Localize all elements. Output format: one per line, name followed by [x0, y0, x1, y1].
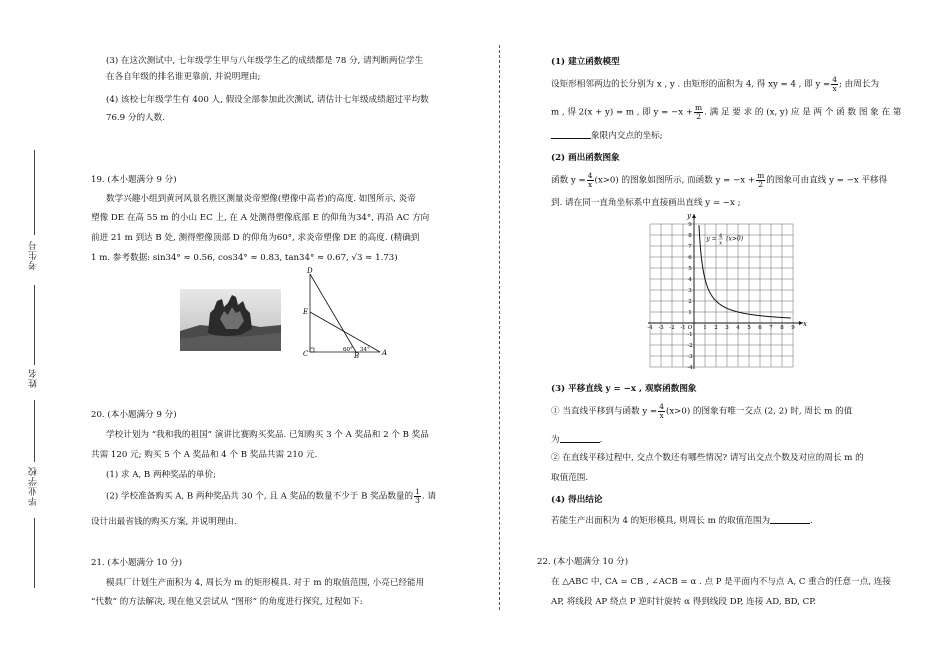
x-tick-label: -1: [680, 325, 686, 331]
name-label: 姓名: [29, 368, 39, 388]
x-axis-label: x: [803, 320, 807, 328]
origin-label: O: [687, 325, 693, 331]
curve-label-num: 4: [718, 233, 723, 240]
x-tick-label: -4: [647, 325, 653, 331]
q20-part2-cont: 设计出最省钱的购买方案, 并说明理由.: [91, 517, 237, 527]
y-tick-label: -3: [687, 354, 693, 360]
answer-blank-m-range[interactable]: [770, 514, 810, 524]
y-tick-label: -2: [687, 343, 693, 349]
q22-heading: 22. (本小题满分 10 分): [537, 557, 629, 567]
q22-line2: AP, 将线段 AP 绕点 P 逆时针旋转 α 得到线段 DP, 连接 AD, BD, CP.: [551, 597, 816, 607]
exam-id-label: 考生号: [29, 240, 39, 270]
answer-blank-m-value[interactable]: [560, 433, 600, 443]
school-line-2: [34, 518, 35, 588]
elevation-diagram: [300, 266, 395, 358]
q20-heading: 20. (本小题满分 9 分): [91, 410, 177, 420]
fraction-one-third: $\frac{1}{3}$: [415, 487, 420, 505]
q21-line1: 模具厂计划生产面积为 4, 周长为 m 的矩形模具. 对于 m 的取值范围, 小亮已经能用: [106, 578, 425, 588]
y-tick-label: 4: [688, 277, 692, 283]
curve-label-prefix: y =: [706, 235, 717, 243]
q18-part4-cont: 76.9 分的人数.: [106, 113, 165, 123]
step4-line1: 若能生产出面积为 4 的矩形模具, 则周长 m 的取值范围为 .: [551, 516, 813, 526]
exam-id-line: [34, 150, 35, 235]
q19-line1: 数学兴趣小组到黄河风景名胜区测量炎帝塑像(塑像中高者)的高度. 如图所示, 炎帝: [106, 194, 416, 204]
step2-line2: 到. 请在同一直角坐标系中直接画出直线 y = −x ;: [551, 198, 741, 208]
x-tick-label: -3: [658, 325, 664, 331]
school-line: [34, 400, 35, 462]
label-D: D: [307, 267, 313, 275]
x-tick-label: 5: [747, 325, 751, 331]
curve-label-domain: (x>0): [726, 235, 744, 243]
q19-line4: 1 m. 参考数据: sin34° ≈ 0.56, cos34° ≈ 0.83, tan34° ≈ 0.67, √3 ≈ 1.73): [91, 253, 398, 263]
step1-line1: 设矩形相邻两边的长分别为 x , y . 由矩形的面积为 4, 得 xy = 4 , 即 y = $\frac{4}{x}$ ; 由周长为: [551, 75, 880, 93]
q20-line1: 学校计划为 “我和我的祖国” 演讲比赛购买奖品. 已知购买 3 个 A 奖品和 2 个 B 奖品: [106, 430, 429, 440]
y-tick-label: 9: [688, 222, 692, 228]
x-tick-label: 2: [714, 325, 718, 331]
label-B: B: [354, 352, 360, 358]
q20-part1: (1) 求 A, B 两种奖品的单价;: [106, 470, 216, 480]
step2-line1: 函数 y = $\frac{4}{x}$ (x>0) 的图象如图所示, 而函数 y = −x + $\frac{m}{2}$ 的图象可由直线 y = −x 平移得: [551, 171, 888, 189]
curve-label-den: x: [719, 240, 723, 247]
binding-margin: [0, 0, 60, 671]
label-E: E: [303, 308, 309, 316]
q21-line2: “代数” 的方法解决, 现在他又尝试从 “图形” 的角度进行探究, 过程如下:: [91, 597, 363, 607]
y-tick-label: 2: [688, 299, 692, 305]
q18-part4: (4) 该校七年级学生有 400 人, 假设全部参加此次测试, 请估计七年级成绩超过平均数: [106, 95, 429, 105]
y-tick-label: 7: [688, 244, 692, 250]
y-tick-label: 3: [688, 288, 692, 294]
x-tick-label: 3: [725, 325, 729, 331]
school-label: 毕业学校: [29, 466, 39, 506]
x-tick-label: 6: [758, 325, 762, 331]
y-tick-label: 1: [688, 310, 692, 316]
q21-heading: 21. (本小题满分 10 分): [91, 558, 183, 568]
y-tick-label: -1: [687, 332, 693, 338]
x-tick-label: 7: [769, 325, 773, 331]
line-DB: [310, 274, 356, 352]
q19-heading: 19. (本小题满分 9 分): [91, 175, 177, 185]
step1-line2: m , 得 2(x + y) = m , 即 y = −x + $\frac{m}{2}$ . 满 足 要 求 的 (x, y) 应 是 两 个 函 数 图 象 在 第: [551, 103, 902, 121]
x-tick-label: -2: [669, 325, 675, 331]
x-tick-label: 1: [703, 325, 707, 331]
function-graph[interactable]: [644, 211, 814, 376]
y-tick-label: 8: [688, 233, 692, 239]
step3-line1: ① 当直线平移到与函数 y = $\frac{4}{x}$ (x>0) 的图象有唯一交点 (2, 2) 时, 周长 m 的值: [551, 402, 853, 420]
right-angle-mark: [310, 348, 314, 352]
step3-line2: 为 .: [551, 435, 603, 445]
y-axis-arrow: [692, 214, 696, 218]
step1-title: (1) 建立函数模型: [551, 57, 620, 67]
q20-line2: 共需 120 元; 购买 5 个 A 奖品和 4 个 B 奖品共需 210 元.: [91, 450, 318, 460]
angle-34: 34°: [360, 347, 370, 353]
x-tick-label: 8: [780, 325, 784, 331]
step3-line4: 取值范围.: [551, 473, 589, 483]
y-tick-label: 5: [688, 266, 692, 272]
x-tick-label: 9: [791, 325, 795, 331]
angle-60: 60°: [343, 347, 353, 353]
answer-blank-quadrant[interactable]: [551, 129, 591, 139]
q18-part3-cont: 在各自年级的排名谁更靠前, 并说明理由;: [106, 72, 261, 82]
q18-part3: (3) 在这次测试中, 七年级学生甲与八年级学生乙的成绩都是 78 分, 请判断两位学生: [106, 56, 424, 66]
label-A: A: [382, 349, 388, 357]
x-tick-label: 4: [736, 325, 740, 331]
step4-title: (4) 得出结论: [551, 495, 603, 505]
step1-line3: 象限内交点的坐标;: [551, 129, 663, 143]
line-EA: [310, 312, 380, 352]
y-tick-label: -4: [687, 365, 693, 371]
statue-photo: [180, 289, 281, 351]
q20-part2: (2) 学校准备购买 A, B 两种奖品共 30 个, 且 A 奖品的数量不少于 B 奖品数量的 $\frac{1}{3}$ . 请: [106, 487, 436, 505]
y-tick-label: 6: [688, 255, 692, 261]
name-line: [34, 285, 35, 365]
q22-line1: 在 △ABC 中, CA = CB , ∠ACB = α . 点 P 是平面内不与点 A, C 重合的任意一点, 连接: [551, 577, 891, 587]
step3-line3: ② 在直线平移过程中, 交点个数还有哪些情况? 请写出交点个数及对应的周长 m 的: [551, 453, 864, 463]
step2-title: (2) 画出函数图象: [551, 153, 620, 163]
step3-title: (3) 平移直线 y = −x , 观察函数图象: [551, 384, 697, 394]
label-C: C: [303, 350, 309, 358]
q19-line2: 塑像 DE 在高 55 m 的小山 EC 上, 在 A 处测得塑像底部 E 的仰角为34°, 再沿 AC 方向: [91, 213, 430, 223]
column-divider: [499, 45, 500, 610]
y-axis-label: y: [687, 212, 691, 220]
q19-line3: 前进 21 m 到达 B 处, 测得塑像顶部 D 的仰角为60°, 求炎帝塑像 DE 的高度. (精确到: [91, 233, 420, 243]
